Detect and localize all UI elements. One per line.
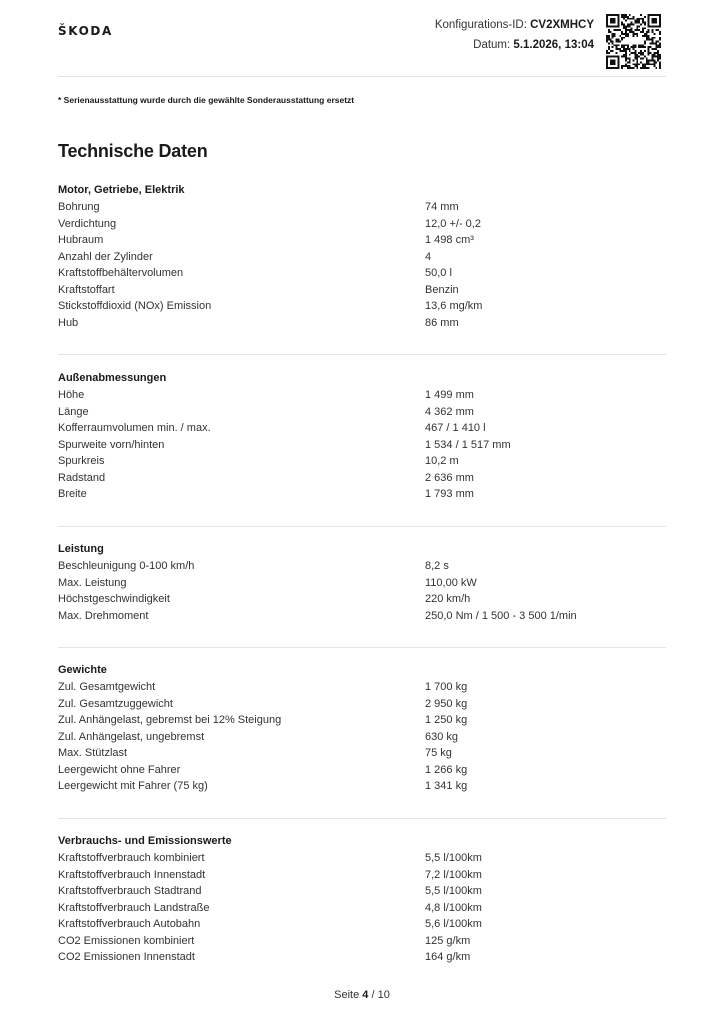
spec-label: Max. Stützlast: [58, 747, 128, 759]
spec-label: CO2 Emissionen kombiniert: [58, 934, 195, 947]
spec-label: Zul. Anhängelast, ungebremst: [58, 730, 205, 743]
section-dimensions: [58, 370, 666, 503]
spec-value: 4,8 l/100km: [425, 901, 482, 914]
spec-value: 220 km/h: [425, 593, 471, 605]
spec-label: Kofferraumvolumen min. / max.: [58, 422, 211, 434]
spec-row: [58, 249, 666, 266]
spec-label: Max. Leistung: [58, 576, 127, 589]
spec-value: 7,2 l/100km: [425, 868, 482, 881]
spec-row: [58, 453, 666, 470]
spec-row: [58, 558, 666, 575]
spec-label: Kraftstoffverbrauch kombiniert: [58, 852, 205, 864]
spec-row: [58, 883, 666, 900]
spec-label: Stickstoffdioxid (NOx) Emission: [58, 300, 212, 312]
skoda-logo: ŠKODA: [58, 24, 113, 38]
spec-row: [58, 696, 666, 713]
spec-label: Zul. Gesamtzuggewicht: [58, 697, 173, 710]
spec-value: 4 362 mm: [425, 405, 474, 418]
spec-value: 1 498 cm³: [425, 234, 474, 246]
section-divider: [58, 647, 666, 648]
spec-label: Kraftstoffart: [58, 283, 115, 296]
footnote: * Serienausstattung wurde durch die gewählte Sonderausstattung ersetzt: [58, 95, 355, 105]
spec-label: Kraftstoffverbrauch Stadtrand: [58, 885, 202, 897]
spec-label: Zul. Anhängelast, gebremst bei 12% Steigung: [58, 714, 282, 726]
spec-value: 5,5 l/100km: [425, 885, 482, 897]
spec-row: [58, 216, 666, 233]
spec-row: [58, 387, 666, 404]
spec-row: [58, 745, 666, 762]
spec-row: [58, 949, 666, 966]
section-title: Leistung: [58, 543, 104, 555]
spec-row: [58, 712, 666, 729]
spec-row: [58, 486, 666, 503]
spec-label: Spurweite vorn/hinten: [58, 438, 165, 451]
document-meta: [435, 15, 594, 55]
section-divider: [58, 354, 666, 355]
spec-row: [58, 199, 666, 216]
spec-value: 75 kg: [425, 747, 452, 759]
spec-value: 1 341 kg: [425, 780, 468, 792]
config-id-line: [435, 15, 594, 35]
section-title: Verbrauchs- und Emissionswerte: [58, 835, 232, 847]
spec-label: Leergewicht ohne Fahrer: [58, 763, 181, 776]
spec-row: [58, 315, 666, 332]
spec-value: 110,00 kW: [425, 576, 477, 589]
spec-row: [58, 232, 666, 249]
spec-label: Kraftstoffverbrauch Autobahn: [58, 918, 201, 930]
date-line: [435, 35, 594, 55]
spec-value: 5,6 l/100km: [425, 918, 482, 930]
spec-label: Max. Drehmoment: [58, 609, 149, 622]
spec-label: Anzahl der Zylinder: [58, 250, 153, 263]
spec-label: Beschleunigung 0-100 km/h: [58, 560, 195, 572]
spec-row: [58, 298, 666, 315]
spec-value: 86 mm: [425, 316, 459, 329]
spec-value: 630 kg: [425, 730, 459, 743]
qr-code: [606, 14, 661, 69]
spec-row: [58, 608, 666, 625]
spec-value: 1 793 mm: [425, 488, 474, 500]
spec-row: [58, 900, 666, 917]
spec-label: Breite: [58, 488, 87, 500]
spec-value: 8,2 s: [425, 560, 449, 572]
spec-label: Hub: [58, 316, 79, 329]
spec-value: 13,6 mg/km: [425, 300, 483, 312]
spec-row: [58, 762, 666, 779]
spec-label: Radstand: [58, 471, 106, 484]
spec-value: 1 534 / 1 517 mm: [425, 438, 511, 451]
spec-value: 164 g/km: [425, 951, 471, 963]
spec-row: [58, 933, 666, 950]
spec-value: 74 mm: [425, 201, 459, 213]
spec-value: 50,0 l: [425, 267, 452, 279]
spec-value: 1 250 kg: [425, 714, 468, 726]
spec-value: 4: [425, 250, 432, 263]
spec-label: Hubraum: [58, 234, 104, 246]
spec-row: [58, 404, 666, 421]
page-separator: /: [371, 989, 375, 1001]
spec-row: [58, 778, 666, 795]
spec-row: [58, 470, 666, 487]
page-prefix: Seite: [334, 989, 360, 1001]
spec-label: Verdichtung: [58, 217, 117, 230]
spec-row: [58, 282, 666, 299]
spec-row: [58, 420, 666, 437]
page-total: 10: [377, 989, 390, 1001]
spec-label: CO2 Emissionen Innenstadt: [58, 951, 195, 963]
section-title: Außenabmessungen: [58, 372, 167, 384]
section-title: Gewichte: [58, 664, 107, 676]
spec-value: Benzin: [425, 283, 459, 296]
spec-value: 1 700 kg: [425, 681, 468, 693]
spec-value: 467 / 1 410 l: [425, 422, 486, 434]
page-current: 4: [362, 989, 369, 1001]
spec-value: 1 499 mm: [425, 389, 474, 401]
spec-value: 2 950 kg: [425, 697, 468, 710]
spec-label: Kraftstoffbehältervolumen: [58, 267, 184, 279]
section-title: Motor, Getriebe, Elektrik: [58, 184, 185, 196]
section-weights: [58, 662, 666, 795]
spec-value: 250,0 Nm / 1 500 - 3 500 1/min: [425, 609, 577, 622]
section-performance: [58, 541, 666, 624]
spec-label: Zul. Gesamtgewicht: [58, 681, 156, 693]
spec-row: [58, 679, 666, 696]
spec-label: Höhe: [58, 389, 85, 401]
section-divider: [58, 526, 666, 527]
spec-label: Bohrung: [58, 201, 100, 213]
date-label: Datum:: [473, 39, 511, 51]
spec-value: 5,5 l/100km: [425, 852, 482, 864]
spec-row: [58, 575, 666, 592]
spec-label: Leergewicht mit Fahrer (75 kg): [58, 780, 208, 792]
spec-value: 12,0 +/- 0,2: [425, 217, 481, 230]
config-id-value: CV2XMHCY: [530, 19, 594, 31]
section-motor: [58, 182, 666, 331]
config-id-label: Konfigurations-ID:: [434, 19, 527, 31]
spec-label: Spurkreis: [58, 455, 105, 467]
spec-value: 1 266 kg: [425, 763, 468, 776]
spec-label: Kraftstoffverbrauch Landstraße: [58, 901, 210, 914]
spec-row: [58, 850, 666, 867]
page-title: Technische Daten: [58, 141, 208, 161]
spec-row: [58, 591, 666, 608]
section-consumption: [58, 833, 666, 966]
header-divider: [58, 76, 666, 77]
spec-label: Kraftstoffverbrauch Innenstadt: [58, 868, 206, 881]
spec-value: 10,2 m: [425, 455, 459, 467]
spec-row: [58, 265, 666, 282]
section-divider: [58, 818, 666, 819]
spec-label: Länge: [58, 405, 89, 418]
spec-row: [58, 916, 666, 933]
spec-row: [58, 729, 666, 746]
spec-row: [58, 437, 666, 454]
spec-row: [58, 867, 666, 884]
date-value: 5.1.2026, 13:04: [513, 39, 594, 51]
spec-value: 2 636 mm: [425, 471, 474, 484]
spec-label: Höchstgeschwindigkeit: [58, 593, 170, 605]
spec-value: 125 g/km: [425, 934, 471, 947]
page-number: [0, 989, 724, 1001]
